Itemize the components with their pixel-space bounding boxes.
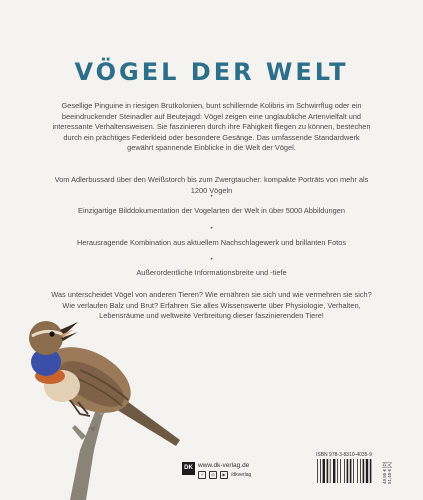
instagram-icon[interactable]: ◎: [209, 471, 217, 479]
barcode-block: [316, 452, 396, 490]
facebook-icon[interactable]: f: [198, 471, 206, 479]
feature-item: Vom Adlerbussard über den Weißstorch bis zum Zwergtaucher: kompakte Porträts von mehr als 1200 Vögeln: [54, 175, 369, 195]
separator-dot: •: [210, 226, 213, 232]
publisher-website[interactable]: www.dk-verlag.de: [198, 462, 250, 469]
feature-item: Außerordentliche Informationsbreite und -tiefe: [136, 268, 287, 277]
price-de: 49,95 € [D]: [382, 461, 387, 484]
separator-dot: •: [210, 194, 213, 200]
youtube-icon[interactable]: ▶: [220, 471, 228, 479]
dk-logo: DK: [182, 462, 195, 475]
price-labels: [382, 460, 396, 484]
intro-paragraph: Gesellige Pinguine in riesigen Brutkolonien, bunt schillernde Kolibris im Schwirrflug oder ein beeindruckender Steinadler auf Beutejagd: Vögel zeigen eine unglaubliche Artenvielfalt und interessante Verhaltensweisen. Sie faszinieren durch ihre Fähigkeit fliegen zu können, bestechen durch ein prächtiges Federkleid oder besondere Gesänge. Das umfassende Standardwerk gewährt spannende Einblicke in die Welt der Vögel.: [52, 101, 371, 153]
separator-dot: •: [210, 257, 213, 263]
price-at: 51,40 € [A]: [387, 462, 392, 484]
barcode: [316, 459, 382, 483]
social-links: [198, 471, 251, 479]
social-handle: /dkverlag: [231, 472, 252, 478]
outro-paragraph: Was unterscheidet Vögel von anderen Tieren? Wie ernähren sie sich und wie vermehren sie sich? Wie verlaufen Balz und Brut? Erfahren Sie alles Wissenswerte über Physiologie, Verhalten, Lebensräume und weltweite Verbreitung dieser faszinierenden Tiere!: [51, 290, 372, 321]
book-title: VÖGEL DER WELT: [74, 58, 349, 86]
feature-item: Herausragende Kombination aus aktuellem Nachschlagewerk und brillanten Fotos: [76, 238, 347, 247]
feature-item: Einzigartige Bilddokumentation der Vogelarten der Welt in über 5000 Abbildungen: [78, 206, 345, 215]
isbn-number: ISBN 978-3-8310-4035-9: [316, 452, 372, 458]
